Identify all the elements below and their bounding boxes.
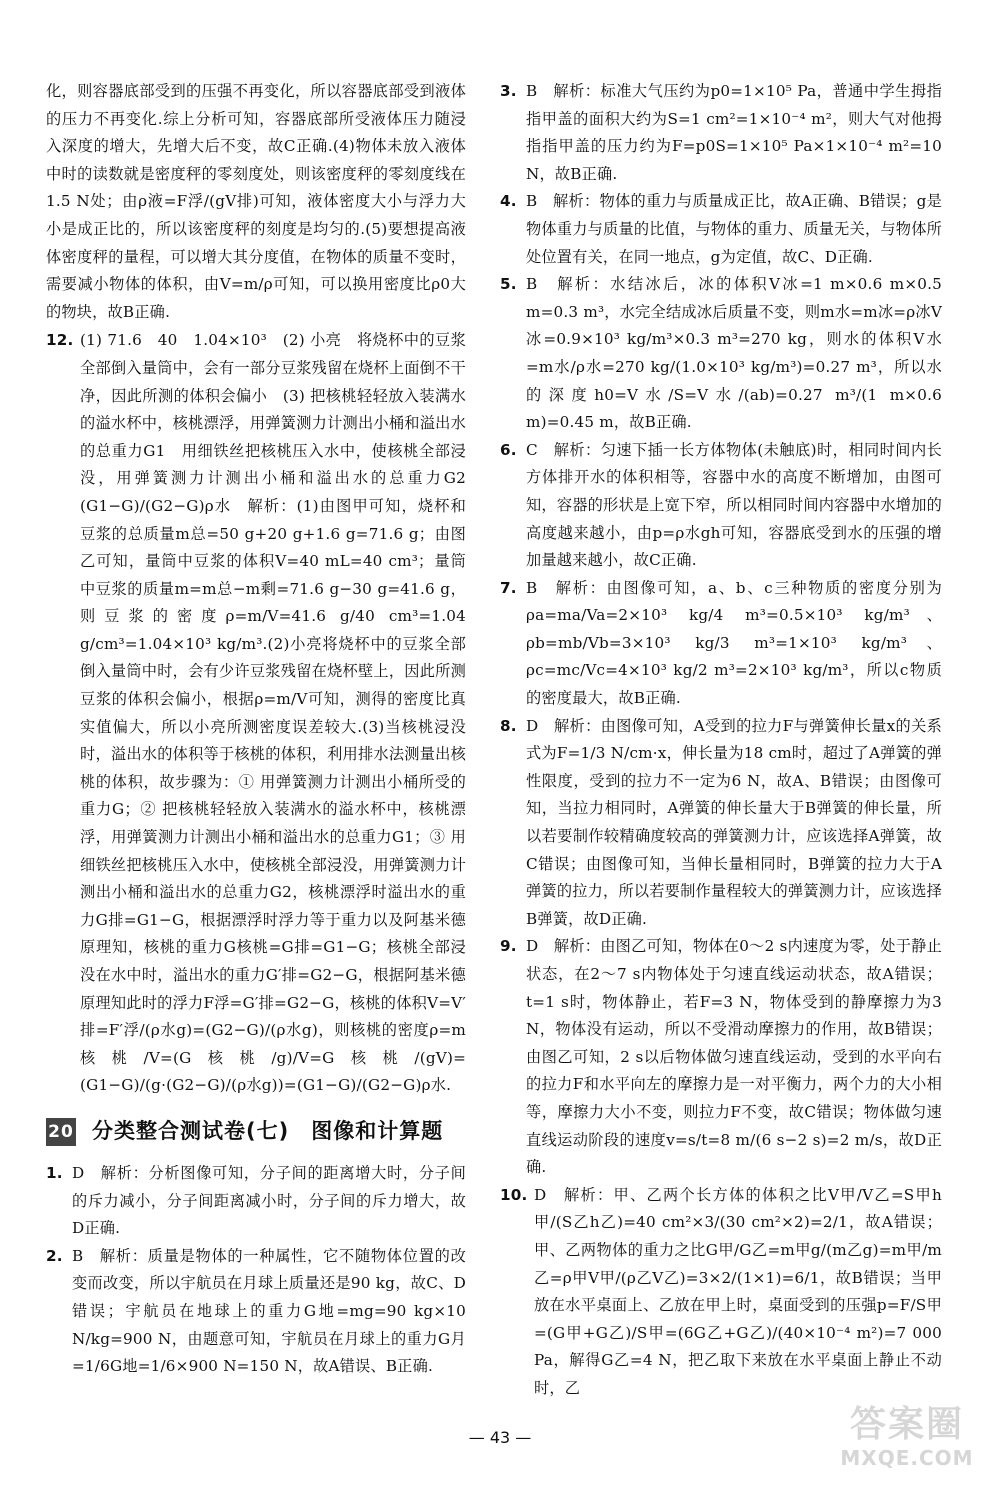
item-number: 7. — [500, 578, 517, 597]
section-title: 分类整合测试卷(七) 图像和计算题 — [92, 1119, 444, 1144]
answer-item-1 — [46, 1160, 466, 1243]
section-number-badge: 20 — [46, 1118, 76, 1146]
watermark-url: MXQE.COM — [840, 1446, 974, 1470]
item-text: D 解析：甲、乙两个长方体的体积之比V甲/V乙=S甲h甲/(S乙h乙)=40 cm²×3/(30 cm²×2)=2/1，故A错误；甲、乙两物体的重力之比G甲/G乙=m甲g/(m乙g)=m甲/m乙=ρ甲V甲/(ρ乙V乙)=3×2/(1×1)=6/1，故B错误；当甲放在水平桌面上、乙放在甲上时，桌面受到的压强p=F/S甲=(G甲+G乙)/S甲=(6G乙+G乙)/(40×10⁻⁴ m²)=7 000 Pa，解得G乙=4 N，把乙取下来放在水平桌面上静止不动时，乙 — [534, 1185, 942, 1397]
item-number: 1. — [46, 1163, 63, 1182]
item-number: 8. — [500, 716, 517, 735]
item-text: (1) 71.6 40 1.04×10³ (2) 小亮 将烧杯中的豆浆全部倒入量筒中，会有一部分豆浆残留在烧杯上面倒不干净，因此所测的体积会偏小 (3) 把核桃轻轻放入装满水的溢水杯中，核桃漂浮，用弹簧测力计测出小桶和溢出水的总重力G1 用细铁丝把核桃压入水中，使核桃全部浸没，用弹簧测力计测出小桶和溢出水的总重力G2 (G1−G)/(G2−G)ρ水 解析：(1)由图甲可知，烧杯和豆浆的总质量m总=50 g+20 g+1.6 g=71.6 g；由图乙可知，量筒中豆浆的体积V=40 mL=40 cm³；量筒中豆浆的质量m=m总−m剩=71.6 g−30 g=41.6 g，则豆浆的密度ρ=m/V=41.6 g/40 cm³=1.04 g/cm³=1.04×10³ kg/m³.(2)小亮将烧杯中的豆浆全部倒入量筒中时，会有少许豆浆残留在烧杯壁上，因此所测豆浆的体积会偏小，根据ρ=m/V可知，测得的密度比真实值偏大，所以小亮所测密度误差较大.(3)当核桃浸没时，溢出水的体积等于核桃的体积，利用排水法测量出核桃的体积，故步骤为：① 用弹簧测力计测出小桶所受的重力G；② 把核桃轻轻放入装满水的溢水杯中，核桃漂浮，用弹簧测力计测出小桶和溢出水的总重力G1；③ 用细铁丝把核桃压入水中，使核桃全部浸没，用弹簧测力计测出小桶和溢出水的总重力G2，核桃漂浮时溢出水的重力G排=G1−G，根据漂浮时浮力等于重力以及阿基米德原理知，核桃的重力G核桃=G排=G1−G；核桃全部浸没在水中时，溢出水的重力G′排=G2−G，根据阿基米德原理知此时的浮力F浮=G′排=G2−G，核桃的体积V=V′排=F′浮/(ρ水g)=(G2−G)/(ρ水g)，则核桃的密度ρ=m核桃/V=(G核桃/g)/V=G核桃/(gV)=(G1−G)/(g·(G2−G)/(ρ水g))=(G1−G)/(G2−G)ρ水. — [80, 331, 482, 1095]
answer-item-8 — [500, 713, 942, 934]
item-number: 5. — [500, 275, 517, 294]
item-text: D 解析：分析图像可知，分子间的距离增大时，分子间的斥力减小，分子间距离减小时，分子间的斥力增大，故D正确. — [72, 1163, 466, 1238]
continued-paragraph: 化，则容器底部受到的压强不再变化，所以容器底部受到液体的压力不再变化.综上分析可知，容器底部所受液体压力随浸入深度的增大，先增大后不变，故C正确.(4)物体未放入液体中时的读数就是密度秤的零刻度处，则该密度秤的零刻度线在1.5 N处；由ρ液=F浮/(gV排)可知，液体密度大小与浮力大小是成正比的，所以该密度秤的刻度是均匀的.(5)要想提高液体密度秤的量程，可以增大其分度值，在物体的质量不变时，需要减小物体的体积，由V=m/ρ可知，可以换用密度比ρ0大的物块，故B正确. — [46, 82, 466, 321]
answer-item-9 — [500, 933, 942, 1181]
section-heading — [46, 1118, 466, 1146]
item-number: 6. — [500, 440, 517, 459]
answer-item-12 — [46, 327, 482, 1100]
watermark-text: 答案圈 — [849, 1404, 964, 1445]
item-number: 3. — [500, 82, 517, 100]
item-number: 2. — [46, 1246, 63, 1265]
item-text: B 解析：水结冰后，冰的体积V冰=1 m×0.6 m×0.5 m=0.3 m³，水完全结成冰后质量不变，则m水=m冰=ρ冰V冰=0.9×10³ kg/m³×0.3 m³=270 kg，则水的体积V水=m水/ρ水=270 kg/(1.0×10³ kg/m³)=0.27 m³，所以水的深度h0=V水/S=V水/(ab)=0.27 m³/(1 m×0.6 m)=0.45 m，故B正确. — [526, 275, 942, 432]
answer-item-7 — [500, 575, 942, 713]
right-column — [500, 78, 942, 1403]
answer-item-10 — [500, 1182, 942, 1403]
left-column — [46, 78, 482, 1381]
item-text: D 解析：由图像可知，A受到的拉力F与弹簧伸长量x的关系式为F=1/3 N/cm·x，伸长量为18 cm时，超过了A弹簧的弹性限度，受到的拉力不一定为6 N，故A、B错误；由图像可知，当拉力相同时，A弹簧的伸长量大于B弹簧的伸长量，所以若要制作较精确度较高的弹簧测力计，应该选择A弹簧，故C错误；由图像可知，当伸长量相同时，B弹簧的拉力大于A弹簧的拉力，所以若要制作量程较大的弹簧测力计，应该选择B弹簧，故D正确. — [526, 716, 942, 928]
page-number: — 43 — — [468, 1428, 532, 1447]
watermark-logo — [832, 1404, 982, 1484]
answer-item-6 — [500, 437, 942, 575]
item-number: 4. — [500, 192, 517, 211]
answer-item-3 — [500, 78, 942, 188]
answer-item-4 — [500, 188, 942, 271]
item-text: C 解析：匀速下插一长方体物体(未触底)时，相同时间内长方体排开水的体积相等，容器中水的高度不断增加，由图可知，容器的形状是上宽下窄，所以相同时间内容器中水增加的高度越来越小，由p=ρ水gh可知，容器底受到水的压强的增加量越来越小，故C正确. — [526, 440, 942, 570]
item-text: B 解析：标准大气压约为p0=1×10⁵ Pa，普通中学生拇指指甲盖的面积大约为S=1 cm²=1×10⁻⁴ m²，则大气对他拇指指甲盖的压力约为F=p0S=1×10⁵ Pa×1×10⁻⁴ m²=10 N，故B正确. — [526, 82, 942, 183]
answer-item-2 — [46, 1243, 466, 1381]
item-number: 9. — [500, 937, 517, 956]
item-text: B 解析：物体的重力与质量成正比，故A正确、B错误；g是物体重力与质量的比值，与物体的重力、质量无关，与物体所处位置有关，在同一地点，g为定值，故C、D正确. — [526, 192, 942, 266]
item-number: 10. — [500, 1185, 528, 1204]
item-number: 12. — [46, 331, 74, 350]
answer-item-5 — [500, 271, 942, 437]
item-text: D 解析：由图乙可知，物体在0～2 s内速度为零，处于静止状态，在2～7 s内物体处于匀速直线运动状态，故A错误；t=1 s时，物体静止，若F=3 N，物体受到的静摩擦力为3 N，物体没有运动，所以不受滑动摩擦力的作用，故B错误；由图乙可知，2 s以后物体做匀速直线运动，受到的水平向右的拉力F和水平向左的摩擦力是一对平衡力，两个力的大小相等，摩擦力大小不变，则拉力F不变，故C错误；物体做匀速直线运动阶段的速度v=s/t=8 m/(6 s−2 s)=2 m/s，故D正确. — [526, 937, 942, 1177]
item-text: B 解析：质量是物体的一种属性，它不随物体位置的改变而改变，所以宇航员在月球上质量还是90 kg，故C、D错误；宇航员在地球上的重力G地=mg=90 kg×10 N/kg=900 N，由题意可知，宇航员在月球上的重力G月=1/6G地=1/6×900 N=150 N，故A错误、B正确. — [72, 1246, 466, 1376]
item-text: B 解析：由图像可知，a、b、c三种物质的密度分别为ρa=ma/Va=2×10³ kg/4 m³=0.5×10³ kg/m³、ρb=mb/Vb=3×10³ kg/3 m³=1×10³ kg/m³、ρc=mc/Vc=4×10³ kg/2 m³=2×10³ kg/m³，所以c物质的密度最大，故B正确. — [526, 578, 942, 708]
